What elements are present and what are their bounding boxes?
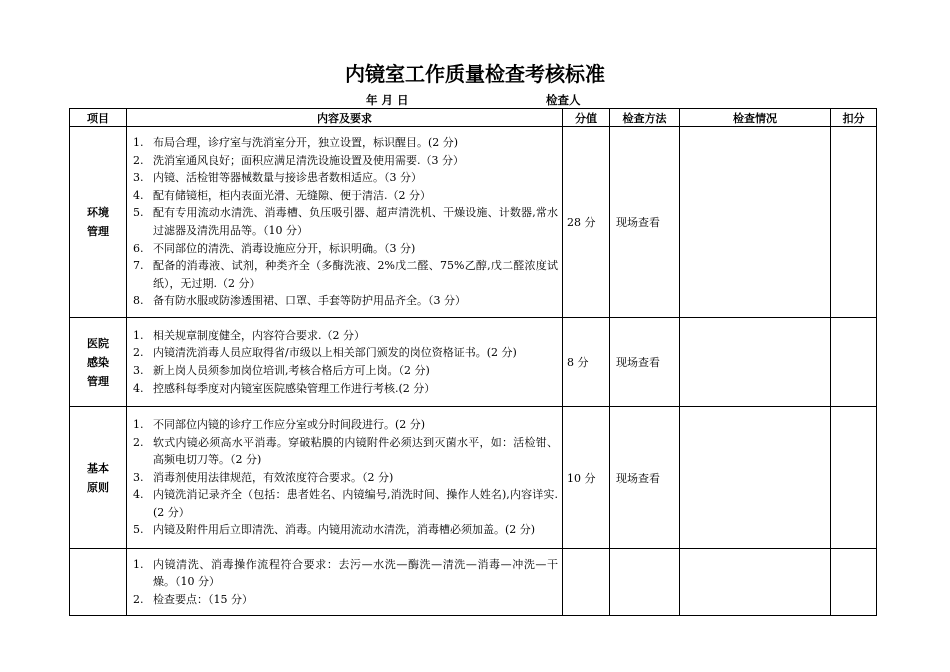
score-cell: 10 分: [563, 407, 610, 549]
item-text: 新上岗人员须参加岗位培训,考核合格后方可上岗。（2 分): [153, 364, 430, 377]
item-text: 内镜、活检钳等器械数量与接诊患者数相适应。（3 分）: [153, 171, 422, 185]
list-item: [133, 187, 558, 205]
list-item: [133, 169, 558, 187]
score-cell: 28 分: [563, 127, 610, 318]
item-text: 控感科每季度对内镜室医院感染管理工作进行考核.(2 分）: [153, 381, 436, 395]
list-item: [133, 416, 558, 434]
deduction-cell: [831, 549, 877, 616]
requirements-list: [133, 416, 558, 539]
item-number: 2.: [133, 153, 144, 167]
table-row: [70, 318, 877, 407]
method-cell: 现场查看: [610, 127, 680, 318]
list-item: [133, 362, 558, 380]
requirements-cell: [127, 549, 563, 616]
deduction-cell: [831, 318, 877, 407]
deduction-cell: [831, 407, 877, 549]
item-number: 1.: [133, 417, 144, 431]
item-number: 3.: [133, 364, 144, 377]
page-title: 内镜室工作质量检查考核标准: [345, 62, 605, 86]
item-text: 相关规章制度健全，内容符合要求.（2 分）: [153, 328, 365, 342]
status-cell: [680, 127, 831, 318]
list-item: [133, 380, 558, 398]
table-row: [70, 407, 877, 549]
requirements-list: [133, 134, 558, 310]
standards-table: [69, 108, 877, 616]
requirements-list: [133, 327, 558, 397]
header-score: 分值: [563, 109, 610, 127]
list-item: [133, 556, 558, 591]
item-number: 1.: [133, 136, 144, 150]
list-item: [133, 204, 558, 239]
method-cell: 现场查看: [610, 318, 680, 407]
category-label-line: 医院: [87, 336, 109, 350]
requirements-cell: [127, 127, 563, 318]
category-cell: [70, 127, 127, 318]
score-cell: 8 分: [563, 318, 610, 407]
list-item: [133, 486, 558, 521]
list-item: [133, 152, 558, 170]
item-text: 配有专用流动水清洗、消毒槽、负压吸引器、超声清洗机、干燥设施、计数器,常水过滤器及清洗用品等。（10 分）: [153, 206, 558, 237]
category-label-line: 基本: [87, 461, 109, 475]
date-label: 年 月 日: [366, 93, 409, 107]
item-number: 5.: [133, 523, 144, 537]
method-cell: 现场查看: [610, 407, 680, 549]
category-label-line: 管理: [87, 225, 109, 238]
item-number: 1.: [133, 557, 144, 571]
deduction-cell: [831, 127, 877, 318]
item-number: 3.: [133, 171, 144, 185]
header-content: 内容及要求: [127, 109, 563, 127]
item-text: 不同部位的清洗、消毒设施应分开，标识明确。（3 分): [153, 241, 416, 255]
header-method: 检查方法: [610, 109, 680, 127]
list-item: [133, 469, 558, 487]
item-text: 内镜洗消记录齐全（包括：患者姓名、内镜编号,消洗时间、操作人姓名),内容详实.(2 分）: [153, 488, 558, 519]
category-label-line: 环境: [87, 206, 109, 219]
item-text: 配备的消毒液、试剂，种类齐全（多酶洗液、2%戊二醛、75%乙醇,戊二醛浓度试纸），无过期.（2 分）: [153, 259, 558, 290]
item-number: 2.: [133, 592, 144, 606]
status-cell: [680, 407, 831, 549]
item-text: 配有储镜柜，柜内表面光滑、无缝隙、便于清洁.（2 分）: [153, 188, 431, 202]
list-item: [133, 292, 558, 310]
table-row: [70, 549, 877, 616]
category-label-line: 原则: [87, 480, 109, 494]
header-item: 项目: [70, 109, 127, 127]
category-cell: [70, 549, 127, 616]
status-cell: [680, 549, 831, 616]
item-number: 7.: [133, 259, 144, 273]
category-cell: [70, 407, 127, 549]
item-number: 3.: [133, 470, 144, 484]
method-cell: [610, 549, 680, 616]
list-item: [133, 240, 558, 258]
item-number: 6.: [133, 241, 144, 255]
table-header-row: [70, 109, 877, 127]
item-text: 内镜及附件用后立即清洗、消毒。内镜用流动水清洗，消毒槽必须加盖。(2 分): [153, 523, 536, 537]
category-label-line: 管理: [87, 374, 109, 388]
requirements-list: [133, 556, 558, 609]
header-deduction: 扣分: [831, 109, 877, 127]
list-item: [133, 521, 558, 539]
item-number: 5.: [133, 206, 144, 220]
category-label-line: 感染: [87, 355, 109, 369]
list-item: [133, 134, 558, 152]
category-cell: [70, 318, 127, 407]
inspector-label: 检查人: [546, 93, 581, 107]
item-number: 4.: [133, 488, 144, 502]
item-number: 2.: [133, 435, 144, 449]
status-cell: [680, 318, 831, 407]
item-number: 4.: [133, 188, 144, 202]
item-text: 内镜清洗消毒人员应取得省/市级以上相关部门颁发的岗位资格证书。(2 分): [153, 346, 517, 360]
item-text: 布局合理，诊疗室与洗消室分开，独立设置，标识醒目。(2 分): [153, 136, 459, 150]
list-item: [133, 344, 558, 362]
table-row: [70, 127, 877, 318]
item-text: 软式内镜必须高水平消毒。穿破粘膜的内镜附件必须达到灭菌水平，如：活检钳、高频电切刀等。（2 分): [153, 435, 558, 467]
header-status: 检查情况: [680, 109, 831, 127]
item-text: 备有防水服或防渗透围裙、口罩、手套等防护用品齐全。（3 分）: [153, 294, 466, 308]
item-text: 消毒剂使用法律规范，有效浓度符合要求。（2 分): [153, 470, 394, 484]
item-text: 内镜清洗、消毒操作流程符合要求：去污—水洗—酶洗—清洗—消毒—冲洗—干燥。（10 分）: [153, 557, 558, 589]
item-text: 检查要点：（15 分）: [153, 592, 253, 606]
item-number: 1.: [133, 328, 144, 342]
list-item: [133, 327, 558, 345]
requirements-cell: [127, 318, 563, 407]
list-item: [133, 591, 558, 609]
list-item: [133, 434, 558, 469]
item-number: 4.: [133, 381, 144, 395]
requirements-cell: [127, 407, 563, 549]
score-cell: [563, 549, 610, 616]
item-number: 2.: [133, 346, 144, 360]
item-text: 洗消室通风良好；面积应满足清洗设施设置及使用需要.（3 分）: [153, 153, 464, 167]
item-number: 8.: [133, 294, 144, 308]
list-item: [133, 257, 558, 292]
header-line: [0, 92, 950, 108]
item-text: 不同部位内镜的诊疗工作应分室或分时间段进行。(2 分): [153, 417, 426, 431]
